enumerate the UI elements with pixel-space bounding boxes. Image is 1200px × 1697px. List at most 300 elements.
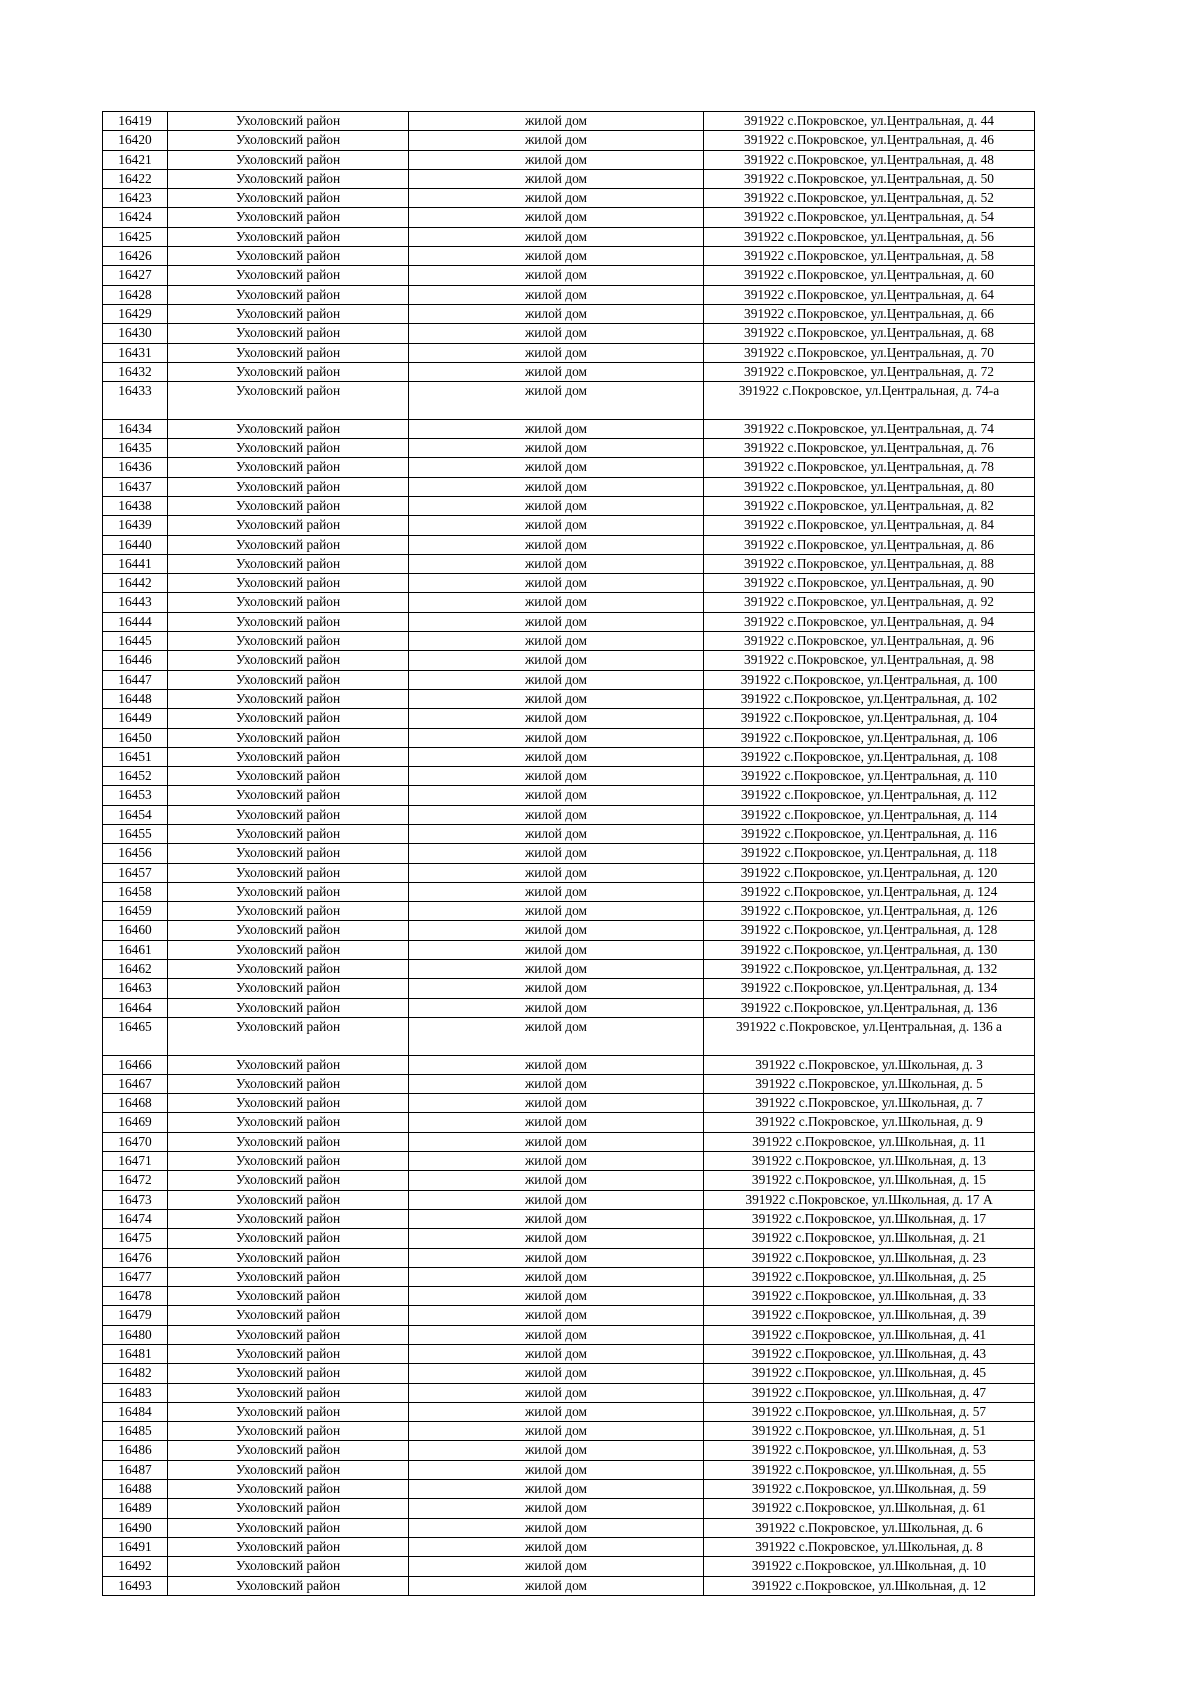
building-type-cell: жилой дом bbox=[409, 747, 704, 766]
table-row bbox=[103, 1209, 1035, 1228]
building-type-cell: жилой дом bbox=[409, 767, 704, 786]
district-cell: Ухоловский район bbox=[168, 131, 409, 150]
address-cell: 391922 с.Покровское, ул.Центральная, д. 128 bbox=[704, 921, 1035, 940]
row-number-cell: 16472 bbox=[103, 1171, 168, 1190]
table-row bbox=[103, 266, 1035, 285]
district-cell: Ухоловский район bbox=[168, 844, 409, 863]
row-number-cell: 16419 bbox=[103, 112, 168, 131]
table-row bbox=[103, 1325, 1035, 1344]
district-cell: Ухоловский район bbox=[168, 266, 409, 285]
address-cell: 391922 с.Покровское, ул.Школьная, д. 5 bbox=[704, 1074, 1035, 1093]
row-number-cell: 16454 bbox=[103, 805, 168, 824]
row-number-cell: 16432 bbox=[103, 362, 168, 381]
row-number-cell: 16474 bbox=[103, 1209, 168, 1228]
table-row bbox=[103, 1267, 1035, 1286]
table-row bbox=[103, 458, 1035, 477]
building-type-cell: жилой дом bbox=[409, 844, 704, 863]
address-cell: 391922 с.Покровское, ул.Школьная, д. 17 bbox=[704, 1209, 1035, 1228]
row-number-cell: 16459 bbox=[103, 902, 168, 921]
district-cell: Ухоловский район bbox=[168, 593, 409, 612]
district-cell: Ухоловский район bbox=[168, 227, 409, 246]
row-number-cell: 16455 bbox=[103, 824, 168, 843]
district-cell: Ухоловский район bbox=[168, 863, 409, 882]
building-type-cell: жилой дом bbox=[409, 1094, 704, 1113]
row-number-cell: 16470 bbox=[103, 1132, 168, 1151]
table-row bbox=[103, 1017, 1035, 1055]
address-cell: 391922 с.Покровское, ул.Центральная, д. 70 bbox=[704, 343, 1035, 362]
table-row bbox=[103, 477, 1035, 496]
address-cell: 391922 с.Покровское, ул.Центральная, д. 48 bbox=[704, 150, 1035, 169]
building-type-cell: жилой дом bbox=[409, 612, 704, 631]
address-cell: 391922 с.Покровское, ул.Школьная, д. 23 bbox=[704, 1248, 1035, 1267]
table-row bbox=[103, 150, 1035, 169]
building-type-cell: жилой дом bbox=[409, 1557, 704, 1576]
address-registry-table bbox=[102, 111, 1035, 1596]
building-type-cell: жилой дом bbox=[409, 1480, 704, 1499]
table-row bbox=[103, 439, 1035, 458]
district-cell: Ухоловский район bbox=[168, 419, 409, 438]
building-type-cell: жилой дом bbox=[409, 1402, 704, 1421]
building-type-cell: жилой дом bbox=[409, 458, 704, 477]
building-type-cell: жилой дом bbox=[409, 1306, 704, 1325]
row-number-cell: 16421 bbox=[103, 150, 168, 169]
row-number-cell: 16493 bbox=[103, 1576, 168, 1595]
row-number-cell: 16487 bbox=[103, 1460, 168, 1479]
building-type-cell: жилой дом bbox=[409, 304, 704, 323]
building-type-cell: жилой дом bbox=[409, 1383, 704, 1402]
building-type-cell: жилой дом bbox=[409, 382, 704, 420]
building-type-cell: жилой дом bbox=[409, 362, 704, 381]
address-cell: 391922 с.Покровское, ул.Центральная, д. 86 bbox=[704, 535, 1035, 554]
row-number-cell: 16484 bbox=[103, 1402, 168, 1421]
district-cell: Ухоловский район bbox=[168, 1229, 409, 1248]
district-cell: Ухоловский район bbox=[168, 285, 409, 304]
table-row bbox=[103, 304, 1035, 323]
address-cell: 391922 с.Покровское, ул.Школьная, д. 12 bbox=[704, 1576, 1035, 1595]
building-type-cell: жилой дом bbox=[409, 112, 704, 131]
table-row bbox=[103, 670, 1035, 689]
row-number-cell: 16473 bbox=[103, 1190, 168, 1209]
table-row bbox=[103, 189, 1035, 208]
address-cell: 391922 с.Покровское, ул.Центральная, д. 64 bbox=[704, 285, 1035, 304]
district-cell: Ухоловский район bbox=[168, 902, 409, 921]
row-number-cell: 16439 bbox=[103, 516, 168, 535]
address-cell: 391922 с.Покровское, ул.Центральная, д. 44 bbox=[704, 112, 1035, 131]
building-type-cell: жилой дом bbox=[409, 728, 704, 747]
table-row bbox=[103, 1402, 1035, 1421]
row-number-cell: 16481 bbox=[103, 1345, 168, 1364]
row-number-cell: 16457 bbox=[103, 863, 168, 882]
building-type-cell: жилой дом bbox=[409, 1152, 704, 1171]
district-cell: Ухоловский район bbox=[168, 1460, 409, 1479]
address-cell: 391922 с.Покровское, ул.Школьная, д. 43 bbox=[704, 1345, 1035, 1364]
row-number-cell: 16465 bbox=[103, 1017, 168, 1055]
building-type-cell: жилой дом bbox=[409, 496, 704, 515]
building-type-cell: жилой дом bbox=[409, 1576, 704, 1595]
district-cell: Ухоловский район bbox=[168, 979, 409, 998]
address-cell: 391922 с.Покровское, ул.Школьная, д. 61 bbox=[704, 1499, 1035, 1518]
address-cell: 391922 с.Покровское, ул.Центральная, д. 114 bbox=[704, 805, 1035, 824]
address-cell: 391922 с.Покровское, ул.Школьная, д. 51 bbox=[704, 1422, 1035, 1441]
district-cell: Ухоловский район bbox=[168, 1422, 409, 1441]
district-cell: Ухоловский район bbox=[168, 1055, 409, 1074]
building-type-cell: жилой дом bbox=[409, 266, 704, 285]
building-type-cell: жилой дом bbox=[409, 651, 704, 670]
address-cell: 391922 с.Покровское, ул.Центральная, д. 136 а bbox=[704, 1017, 1035, 1055]
address-cell: 391922 с.Покровское, ул.Школьная, д. 39 bbox=[704, 1306, 1035, 1325]
building-type-cell: жилой дом bbox=[409, 419, 704, 438]
district-cell: Ухоловский район bbox=[168, 324, 409, 343]
table-row bbox=[103, 419, 1035, 438]
district-cell: Ухоловский район bbox=[168, 1576, 409, 1595]
district-cell: Ухоловский район bbox=[168, 458, 409, 477]
district-cell: Ухоловский район bbox=[168, 1190, 409, 1209]
address-cell: 391922 с.Покровское, ул.Центральная, д. 68 bbox=[704, 324, 1035, 343]
row-number-cell: 16451 bbox=[103, 747, 168, 766]
address-cell: 391922 с.Покровское, ул.Школьная, д. 53 bbox=[704, 1441, 1035, 1460]
building-type-cell: жилой дом bbox=[409, 786, 704, 805]
district-cell: Ухоловский район bbox=[168, 1152, 409, 1171]
address-cell: 391922 с.Покровское, ул.Центральная, д. 78 bbox=[704, 458, 1035, 477]
district-cell: Ухоловский район bbox=[168, 1074, 409, 1093]
table-row bbox=[103, 1518, 1035, 1537]
address-cell: 391922 с.Покровское, ул.Школьная, д. 17 А bbox=[704, 1190, 1035, 1209]
row-number-cell: 16477 bbox=[103, 1267, 168, 1286]
building-type-cell: жилой дом bbox=[409, 921, 704, 940]
address-cell: 391922 с.Покровское, ул.Школьная, д. 6 bbox=[704, 1518, 1035, 1537]
table-row bbox=[103, 1460, 1035, 1479]
table-row bbox=[103, 1074, 1035, 1093]
building-type-cell: жилой дом bbox=[409, 169, 704, 188]
row-number-cell: 16446 bbox=[103, 651, 168, 670]
row-number-cell: 16445 bbox=[103, 632, 168, 651]
building-type-cell: жилой дом bbox=[409, 189, 704, 208]
building-type-cell: жилой дом bbox=[409, 1074, 704, 1093]
row-number-cell: 16423 bbox=[103, 189, 168, 208]
building-type-cell: жилой дом bbox=[409, 1422, 704, 1441]
district-cell: Ухоловский район bbox=[168, 940, 409, 959]
row-number-cell: 16442 bbox=[103, 574, 168, 593]
district-cell: Ухоловский район bbox=[168, 574, 409, 593]
building-type-cell: жилой дом bbox=[409, 1364, 704, 1383]
address-cell: 391922 с.Покровское, ул.Центральная, д. 84 bbox=[704, 516, 1035, 535]
building-type-cell: жилой дом bbox=[409, 574, 704, 593]
row-number-cell: 16489 bbox=[103, 1499, 168, 1518]
table-row bbox=[103, 1576, 1035, 1595]
address-cell: 391922 с.Покровское, ул.Школьная, д. 33 bbox=[704, 1287, 1035, 1306]
table-row bbox=[103, 516, 1035, 535]
building-type-cell: жилой дом bbox=[409, 670, 704, 689]
row-number-cell: 16476 bbox=[103, 1248, 168, 1267]
table-row bbox=[103, 921, 1035, 940]
row-number-cell: 16478 bbox=[103, 1287, 168, 1306]
building-type-cell: жилой дом bbox=[409, 1229, 704, 1248]
district-cell: Ухоловский район bbox=[168, 1402, 409, 1421]
district-cell: Ухоловский район bbox=[168, 1113, 409, 1132]
building-type-cell: жилой дом bbox=[409, 285, 704, 304]
table-row bbox=[103, 285, 1035, 304]
table-row bbox=[103, 747, 1035, 766]
table-row bbox=[103, 786, 1035, 805]
row-number-cell: 16458 bbox=[103, 882, 168, 901]
building-type-cell: жилой дом bbox=[409, 689, 704, 708]
address-cell: 391922 с.Покровское, ул.Центральная, д. 58 bbox=[704, 247, 1035, 266]
address-cell: 391922 с.Покровское, ул.Центральная, д. 60 bbox=[704, 266, 1035, 285]
row-number-cell: 16483 bbox=[103, 1383, 168, 1402]
building-type-cell: жилой дом bbox=[409, 1190, 704, 1209]
building-type-cell: жилой дом bbox=[409, 343, 704, 362]
row-number-cell: 16456 bbox=[103, 844, 168, 863]
table-row bbox=[103, 1287, 1035, 1306]
address-cell: 391922 с.Покровское, ул.Центральная, д. 90 bbox=[704, 574, 1035, 593]
address-cell: 391922 с.Покровское, ул.Центральная, д. 88 bbox=[704, 554, 1035, 573]
row-number-cell: 16420 bbox=[103, 131, 168, 150]
building-type-cell: жилой дом bbox=[409, 1287, 704, 1306]
district-cell: Ухоловский район bbox=[168, 786, 409, 805]
address-cell: 391922 с.Покровское, ул.Школьная, д. 8 bbox=[704, 1537, 1035, 1556]
building-type-cell: жилой дом bbox=[409, 1345, 704, 1364]
building-type-cell: жилой дом bbox=[409, 1248, 704, 1267]
district-cell: Ухоловский район bbox=[168, 1306, 409, 1325]
table-row bbox=[103, 554, 1035, 573]
table-row bbox=[103, 343, 1035, 362]
address-cell: 391922 с.Покровское, ул.Центральная, д. 118 bbox=[704, 844, 1035, 863]
building-type-cell: жилой дом bbox=[409, 247, 704, 266]
row-number-cell: 16429 bbox=[103, 304, 168, 323]
building-type-cell: жилой дом bbox=[409, 805, 704, 824]
table-row bbox=[103, 169, 1035, 188]
row-number-cell: 16485 bbox=[103, 1422, 168, 1441]
building-type-cell: жилой дом bbox=[409, 1537, 704, 1556]
building-type-cell: жилой дом bbox=[409, 1325, 704, 1344]
address-cell: 391922 с.Покровское, ул.Центральная, д. 50 bbox=[704, 169, 1035, 188]
district-cell: Ухоловский район bbox=[168, 747, 409, 766]
table-row bbox=[103, 1364, 1035, 1383]
table-row bbox=[103, 1557, 1035, 1576]
address-cell: 391922 с.Покровское, ул.Центральная, д. 46 bbox=[704, 131, 1035, 150]
district-cell: Ухоловский район bbox=[168, 882, 409, 901]
address-cell: 391922 с.Покровское, ул.Школьная, д. 13 bbox=[704, 1152, 1035, 1171]
building-type-cell: жилой дом bbox=[409, 1132, 704, 1151]
table-row bbox=[103, 1171, 1035, 1190]
building-type-cell: жилой дом bbox=[409, 554, 704, 573]
address-cell: 391922 с.Покровское, ул.Центральная, д. 136 bbox=[704, 998, 1035, 1017]
table-row bbox=[103, 227, 1035, 246]
district-cell: Ухоловский район bbox=[168, 1383, 409, 1402]
table-row bbox=[103, 1152, 1035, 1171]
address-cell: 391922 с.Покровское, ул.Центральная, д. 112 bbox=[704, 786, 1035, 805]
district-cell: Ухоловский район bbox=[168, 439, 409, 458]
table-row bbox=[103, 1229, 1035, 1248]
address-cell: 391922 с.Покровское, ул.Центральная, д. 56 bbox=[704, 227, 1035, 246]
building-type-cell: жилой дом bbox=[409, 227, 704, 246]
address-cell: 391922 с.Покровское, ул.Школьная, д. 7 bbox=[704, 1094, 1035, 1113]
building-type-cell: жилой дом bbox=[409, 1017, 704, 1055]
address-cell: 391922 с.Покровское, ул.Центральная, д. 134 bbox=[704, 979, 1035, 998]
district-cell: Ухоловский район bbox=[168, 477, 409, 496]
table-row bbox=[103, 882, 1035, 901]
address-cell: 391922 с.Покровское, ул.Центральная, д. 80 bbox=[704, 477, 1035, 496]
address-cell: 391922 с.Покровское, ул.Школьная, д. 10 bbox=[704, 1557, 1035, 1576]
table-row bbox=[103, 728, 1035, 747]
district-cell: Ухоловский район bbox=[168, 998, 409, 1017]
table-row bbox=[103, 1441, 1035, 1460]
district-cell: Ухоловский район bbox=[168, 1537, 409, 1556]
address-cell: 391922 с.Покровское, ул.Центральная, д. 106 bbox=[704, 728, 1035, 747]
building-type-cell: жилой дом bbox=[409, 208, 704, 227]
address-cell: 391922 с.Покровское, ул.Центральная, д. 74-а bbox=[704, 382, 1035, 420]
table-row bbox=[103, 960, 1035, 979]
table-row bbox=[103, 940, 1035, 959]
row-number-cell: 16452 bbox=[103, 767, 168, 786]
row-number-cell: 16490 bbox=[103, 1518, 168, 1537]
building-type-cell: жилой дом bbox=[409, 1209, 704, 1228]
building-type-cell: жилой дом bbox=[409, 940, 704, 959]
table-row bbox=[103, 208, 1035, 227]
address-cell: 391922 с.Покровское, ул.Школьная, д. 55 bbox=[704, 1460, 1035, 1479]
row-number-cell: 16492 bbox=[103, 1557, 168, 1576]
table-row bbox=[103, 651, 1035, 670]
district-cell: Ухоловский район bbox=[168, 1287, 409, 1306]
building-type-cell: жилой дом bbox=[409, 1055, 704, 1074]
row-number-cell: 16462 bbox=[103, 960, 168, 979]
address-cell: 391922 с.Покровское, ул.Школьная, д. 25 bbox=[704, 1267, 1035, 1286]
address-cell: 391922 с.Покровское, ул.Центральная, д. 82 bbox=[704, 496, 1035, 515]
address-cell: 391922 с.Покровское, ул.Центральная, д. 52 bbox=[704, 189, 1035, 208]
row-number-cell: 16437 bbox=[103, 477, 168, 496]
district-cell: Ухоловский район bbox=[168, 496, 409, 515]
table-row bbox=[103, 1422, 1035, 1441]
district-cell: Ухоловский район bbox=[168, 362, 409, 381]
row-number-cell: 16463 bbox=[103, 979, 168, 998]
district-cell: Ухоловский район bbox=[168, 670, 409, 689]
district-cell: Ухоловский район bbox=[168, 516, 409, 535]
address-cell: 391922 с.Покровское, ул.Центральная, д. 66 bbox=[704, 304, 1035, 323]
table-row bbox=[103, 593, 1035, 612]
table-row bbox=[103, 1094, 1035, 1113]
address-cell: 391922 с.Покровское, ул.Школьная, д. 21 bbox=[704, 1229, 1035, 1248]
district-cell: Ухоловский район bbox=[168, 960, 409, 979]
address-cell: 391922 с.Покровское, ул.Центральная, д. 108 bbox=[704, 747, 1035, 766]
building-type-cell: жилой дом bbox=[409, 1267, 704, 1286]
table-row bbox=[103, 324, 1035, 343]
address-cell: 391922 с.Покровское, ул.Центральная, д. 94 bbox=[704, 612, 1035, 631]
building-type-cell: жилой дом bbox=[409, 516, 704, 535]
table-row bbox=[103, 1480, 1035, 1499]
address-cell: 391922 с.Покровское, ул.Школьная, д. 3 bbox=[704, 1055, 1035, 1074]
table-row bbox=[103, 1499, 1035, 1518]
building-type-cell: жилой дом bbox=[409, 709, 704, 728]
building-type-cell: жилой дом bbox=[409, 131, 704, 150]
district-cell: Ухоловский район bbox=[168, 805, 409, 824]
district-cell: Ухоловский район bbox=[168, 382, 409, 420]
table-row bbox=[103, 112, 1035, 131]
address-cell: 391922 с.Покровское, ул.Школьная, д. 9 bbox=[704, 1113, 1035, 1132]
building-type-cell: жилой дом bbox=[409, 1113, 704, 1132]
district-cell: Ухоловский район bbox=[168, 1017, 409, 1055]
address-cell: 391922 с.Покровское, ул.Центральная, д. 96 bbox=[704, 632, 1035, 651]
district-cell: Ухоловский район bbox=[168, 612, 409, 631]
row-number-cell: 16480 bbox=[103, 1325, 168, 1344]
row-number-cell: 16448 bbox=[103, 689, 168, 708]
table-row bbox=[103, 1055, 1035, 1074]
table-row bbox=[103, 496, 1035, 515]
building-type-cell: жилой дом bbox=[409, 324, 704, 343]
address-cell: 391922 с.Покровское, ул.Центральная, д. 92 bbox=[704, 593, 1035, 612]
table-row bbox=[103, 1537, 1035, 1556]
row-number-cell: 16449 bbox=[103, 709, 168, 728]
table-row bbox=[103, 131, 1035, 150]
district-cell: Ухоловский район bbox=[168, 728, 409, 747]
address-cell: 391922 с.Покровское, ул.Школьная, д. 11 bbox=[704, 1132, 1035, 1151]
building-type-cell: жилой дом bbox=[409, 1441, 704, 1460]
row-number-cell: 16443 bbox=[103, 593, 168, 612]
building-type-cell: жилой дом bbox=[409, 477, 704, 496]
building-type-cell: жилой дом bbox=[409, 1518, 704, 1537]
building-type-cell: жилой дом bbox=[409, 535, 704, 554]
table-row bbox=[103, 247, 1035, 266]
registry-table-body bbox=[103, 112, 1035, 1596]
district-cell: Ухоловский район bbox=[168, 1267, 409, 1286]
district-cell: Ухоловский район bbox=[168, 189, 409, 208]
address-cell: 391922 с.Покровское, ул.Центральная, д. 72 bbox=[704, 362, 1035, 381]
building-type-cell: жилой дом bbox=[409, 593, 704, 612]
district-cell: Ухоловский район bbox=[168, 1171, 409, 1190]
building-type-cell: жилой дом bbox=[409, 863, 704, 882]
district-cell: Ухоловский район bbox=[168, 1518, 409, 1537]
row-number-cell: 16479 bbox=[103, 1306, 168, 1325]
row-number-cell: 16426 bbox=[103, 247, 168, 266]
row-number-cell: 16441 bbox=[103, 554, 168, 573]
table-row bbox=[103, 632, 1035, 651]
table-row bbox=[103, 767, 1035, 786]
row-number-cell: 16491 bbox=[103, 1537, 168, 1556]
address-cell: 391922 с.Покровское, ул.Школьная, д. 57 bbox=[704, 1402, 1035, 1421]
district-cell: Ухоловский район bbox=[168, 1209, 409, 1228]
table-row bbox=[103, 902, 1035, 921]
district-cell: Ухоловский район bbox=[168, 1441, 409, 1460]
district-cell: Ухоловский район bbox=[168, 1132, 409, 1151]
district-cell: Ухоловский район bbox=[168, 1345, 409, 1364]
address-cell: 391922 с.Покровское, ул.Центральная, д. 120 bbox=[704, 863, 1035, 882]
row-number-cell: 16488 bbox=[103, 1480, 168, 1499]
row-number-cell: 16440 bbox=[103, 535, 168, 554]
building-type-cell: жилой дом bbox=[409, 150, 704, 169]
district-cell: Ухоловский район bbox=[168, 1499, 409, 1518]
building-type-cell: жилой дом bbox=[409, 1499, 704, 1518]
table-row bbox=[103, 709, 1035, 728]
table-row bbox=[103, 824, 1035, 843]
table-row bbox=[103, 998, 1035, 1017]
row-number-cell: 16471 bbox=[103, 1152, 168, 1171]
building-type-cell: жилой дом bbox=[409, 960, 704, 979]
district-cell: Ухоловский район bbox=[168, 535, 409, 554]
address-cell: 391922 с.Покровское, ул.Центральная, д. 126 bbox=[704, 902, 1035, 921]
row-number-cell: 16427 bbox=[103, 266, 168, 285]
row-number-cell: 16428 bbox=[103, 285, 168, 304]
district-cell: Ухоловский район bbox=[168, 1557, 409, 1576]
district-cell: Ухоловский район bbox=[168, 1325, 409, 1344]
address-cell: 391922 с.Покровское, ул.Школьная, д. 59 bbox=[704, 1480, 1035, 1499]
district-cell: Ухоловский район bbox=[168, 1094, 409, 1113]
table-row bbox=[103, 689, 1035, 708]
address-cell: 391922 с.Покровское, ул.Центральная, д. 76 bbox=[704, 439, 1035, 458]
building-type-cell: жилой дом bbox=[409, 632, 704, 651]
table-row bbox=[103, 1306, 1035, 1325]
row-number-cell: 16453 bbox=[103, 786, 168, 805]
district-cell: Ухоловский район bbox=[168, 1364, 409, 1383]
address-cell: 391922 с.Покровское, ул.Центральная, д. 124 bbox=[704, 882, 1035, 901]
